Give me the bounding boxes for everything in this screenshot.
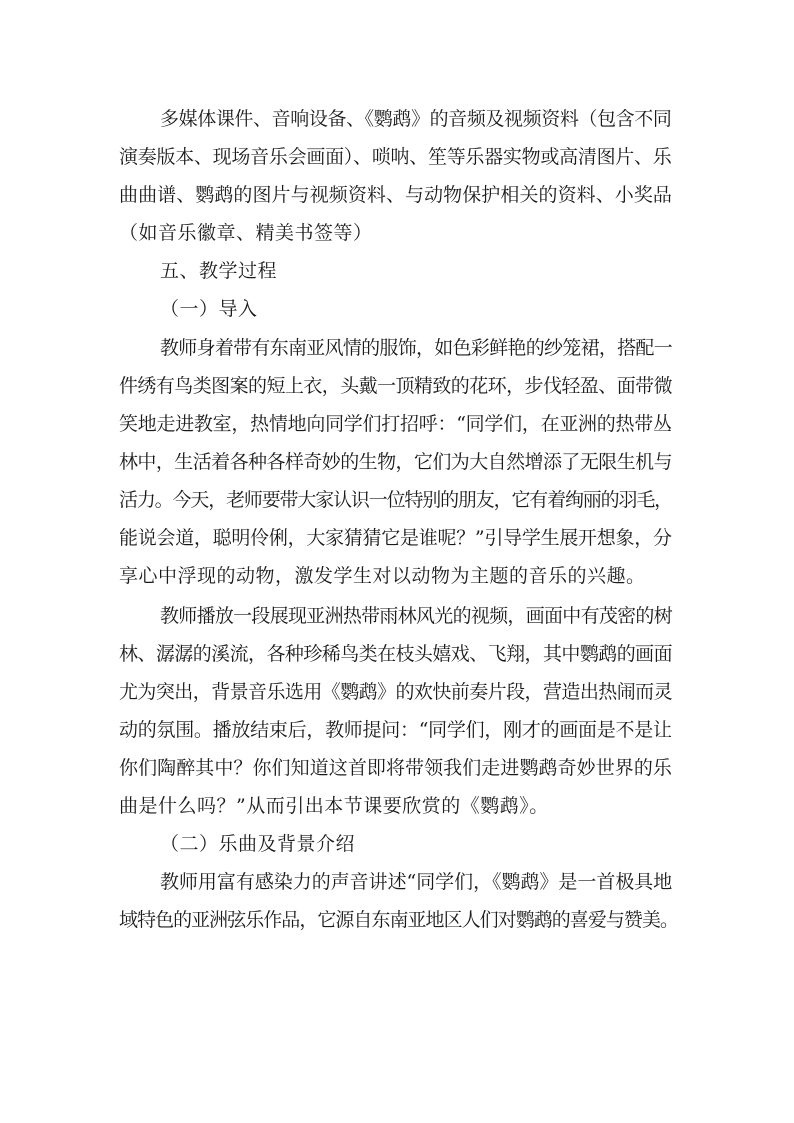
text-line: 尤为突出，背景音乐选用《鹦鹉》的欢快前奏片段，营造出热闹而灵 <box>119 681 673 703</box>
text-line: 笑地走进教室，热情地向同学们打招呼：“同学们，在亚洲的热带丛 <box>119 413 672 435</box>
text-line: （如音乐徽章、精美书签等） <box>119 222 373 244</box>
text-line: 曲是什么吗？”从而引出本节课要欣赏的《鹦鹉》。 <box>119 795 549 817</box>
text-line: 多媒体课件、音响设备、《鹦鹉》的音频及视频资料（包含不同 <box>160 108 672 130</box>
text-line: 教师播放一段展现亚洲热带雨林风光的视频，画面中有茂密的树 <box>160 605 673 627</box>
text-line: 林中，生活着各种各样奇妙的生物，它们为大自然增添了无限生机与 <box>119 451 673 473</box>
text-line: 享心中浮现的动物，激发学生对以动物为主题的音乐的兴趣。 <box>119 565 646 587</box>
text-line: 你们陶醉其中？你们知道这首即将带领我们走进鹦鹉奇妙世界的乐 <box>119 757 673 779</box>
subsection-heading: （一）导入 <box>160 298 258 320</box>
text-line: 活力。今天，老师要带大家认识一位特别的朋友，它有着绚丽的羽毛， <box>119 489 673 511</box>
text-line: 教师身着带有东南亚风情的服饰，如色彩鲜艳的纱笼裙，搭配一 <box>160 337 673 359</box>
text-line: 能说会道，聪明伶俐，大家猜猜它是谁呢？”引导学生展开想象，分 <box>119 527 672 549</box>
subsection-heading: （二）乐曲及背景介绍 <box>160 833 356 855</box>
text-line: 曲曲谱、鹦鹉的图片与视频资料、与动物保护相关的资料、小奖品 <box>119 184 673 206</box>
text-line: 件绣有鸟类图案的短上衣，头戴一顶精致的花环，步伐轻盈、面带微 <box>119 375 673 397</box>
text-line: 域特色的亚洲弦乐作品，它源自东南亚地区人们对鹦鹉的喜爱与赞美。 <box>119 909 679 931</box>
text-line: 林、潺潺的溪流，各种珍稀鸟类在枝头嬉戏、飞翔，其中鹦鹉的画面 <box>119 643 673 665</box>
text-line: 演奏版本、现场音乐会画面）、唢呐、笙等乐器实物或高清图片、乐 <box>119 146 672 168</box>
section-heading: 五、教学过程 <box>160 260 278 282</box>
text-line: 动的氛围。播放结束后，教师提问：“同学们，刚才的画面是不是让 <box>119 719 672 741</box>
text-line: 教师用富有感染力的声音讲述“同学们，《鹦鹉》是一首极具地 <box>160 871 673 893</box>
